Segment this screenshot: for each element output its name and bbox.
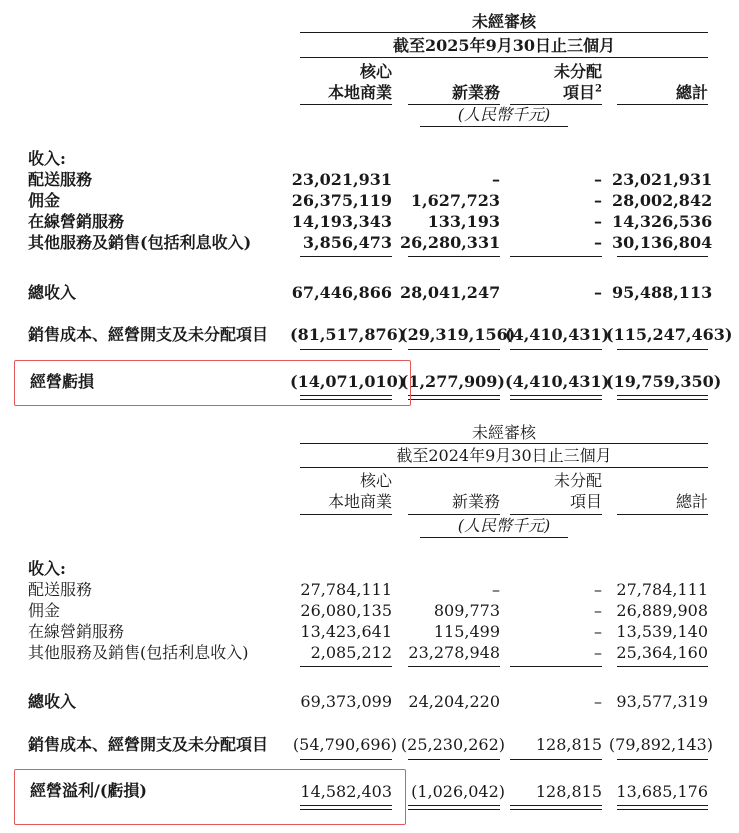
costs-total: (115,247,463) [606, 325, 733, 344]
costs-unalloc: (4,410,431) [505, 325, 610, 344]
costs-label: 銷售成本、經營開支及未分配項目 [28, 735, 269, 754]
column-header-unalloc-1: 未分配 [553, 471, 602, 490]
cell-new: 809,773 [433, 601, 500, 620]
cell-unalloc: – [594, 191, 602, 210]
revenue-heading: 收入: [28, 149, 66, 168]
highlight-box [14, 769, 406, 825]
table-title: 未經審核 [471, 423, 536, 442]
cell-core: 14,193,343 [291, 212, 392, 231]
operating-result-total: (19,759,350) [606, 372, 722, 391]
total-revenue-core: 69,373,099 [300, 692, 392, 711]
row-label: 佣金 [28, 601, 61, 620]
column-header-unalloc-2: 項目 [569, 492, 602, 511]
operating-result-new: (1,277,909) [400, 372, 505, 391]
unit-label: (人民幣千元) [457, 516, 551, 535]
row-label: 其他服務及銷售(包括利息收入) [28, 233, 252, 252]
cell-new: 1,627,723 [410, 191, 500, 210]
cell-core: 26,375,119 [291, 191, 392, 210]
column-header-core-1: 核心 [359, 471, 392, 490]
operating-result-core: 14,582,403 [300, 782, 392, 801]
total-revenue-new: 24,204,220 [408, 692, 500, 711]
highlight-box [14, 360, 411, 406]
column-header-new: 新業務 [451, 492, 500, 511]
cell-core: 23,021,931 [291, 170, 392, 189]
column-header-core-2: 本地商業 [327, 492, 392, 511]
cell-new: – [492, 170, 500, 189]
table-title: 未經審核 [471, 12, 536, 31]
cell-core: 26,080,135 [300, 601, 392, 620]
row-label: 配送服務 [28, 580, 93, 599]
costs-new: (25,230,262) [400, 735, 505, 754]
unit-label: (人民幣千元) [457, 105, 551, 124]
costs-unalloc: 128,815 [535, 735, 602, 754]
total-revenue-new: 28,041,247 [400, 283, 501, 302]
cell-unalloc: – [594, 170, 602, 189]
total-revenue-unalloc: – [594, 692, 602, 711]
operating-result-unalloc: 128,815 [535, 782, 602, 801]
cell-total: 14,326,536 [612, 212, 713, 231]
cell-unalloc: – [594, 580, 602, 599]
row-label: 在線營銷服務 [28, 212, 125, 231]
operating-result-core: (14,071,010) [290, 372, 406, 391]
total-revenue-total: 93,577,319 [616, 692, 708, 711]
cell-new: 23,278,948 [408, 643, 500, 662]
total-revenue-unalloc: – [594, 283, 602, 302]
costs-core: (54,790,696) [292, 735, 397, 754]
operating-result-label: 經營虧損 [30, 372, 95, 391]
cell-new: 26,280,331 [400, 233, 501, 252]
cell-unalloc: – [594, 233, 602, 252]
cell-total: 25,364,160 [616, 643, 708, 662]
cell-core: 27,784,111 [300, 580, 392, 599]
cell-core: 3,856,473 [302, 233, 392, 252]
operating-result-total: 13,685,176 [616, 782, 708, 801]
cell-unalloc: – [594, 643, 602, 662]
row-label: 在線營銷服務 [28, 622, 125, 641]
row-label: 佣金 [28, 191, 61, 210]
cell-unalloc: – [594, 212, 602, 231]
cell-total: 13,539,140 [616, 622, 708, 641]
total-revenue-core: 67,446,866 [291, 283, 392, 302]
cell-total: 23,021,931 [612, 170, 713, 189]
row-label: 其他服務及銷售(包括利息收入) [28, 643, 249, 662]
costs-core: (81,517,876) [290, 325, 406, 344]
operating-result-label: 經營溢利/(虧損) [30, 781, 147, 800]
cell-new: 115,499 [433, 622, 500, 641]
revenue-heading: 收入: [28, 559, 66, 578]
cell-total: 27,784,111 [616, 580, 708, 599]
column-header-new: 新業務 [451, 83, 500, 102]
cell-total: 30,136,804 [612, 233, 713, 252]
row-label: 配送服務 [28, 170, 93, 189]
column-header-total: 總計 [675, 83, 708, 102]
cell-total: 26,889,908 [616, 601, 708, 620]
operating-result-unalloc: (4,410,431) [505, 372, 610, 391]
total-revenue-total: 95,488,113 [612, 283, 713, 302]
costs-label: 銷售成本、經營開支及未分配項目 [28, 325, 269, 344]
cell-new: 133,193 [427, 212, 500, 231]
cell-unalloc: – [594, 622, 602, 641]
cell-total: 28,002,842 [612, 191, 713, 210]
column-header-unalloc-1: 未分配 [553, 62, 602, 81]
cell-new: – [492, 580, 500, 599]
cell-core: 2,085,212 [310, 643, 392, 662]
table-period: 截至2025年9月30日止三個月 [393, 36, 615, 55]
cell-unalloc: – [594, 601, 602, 620]
total-revenue-label: 總收入 [28, 283, 77, 302]
operating-result-new: (1,026,042) [411, 782, 505, 801]
costs-total: (79,892,143) [608, 735, 713, 754]
column-header-unalloc-2: 項目$^2$ [563, 83, 602, 102]
column-header-core-1: 核心 [359, 62, 392, 81]
total-revenue-label: 總收入 [28, 692, 77, 711]
cell-core: 13,423,641 [300, 622, 392, 641]
column-header-core-2: 本地商業 [327, 83, 392, 102]
column-header-total: 總計 [675, 492, 708, 511]
costs-new: (29,319,156) [400, 325, 516, 344]
table-period: 截至2024年9月30日止三個月 [396, 446, 612, 465]
